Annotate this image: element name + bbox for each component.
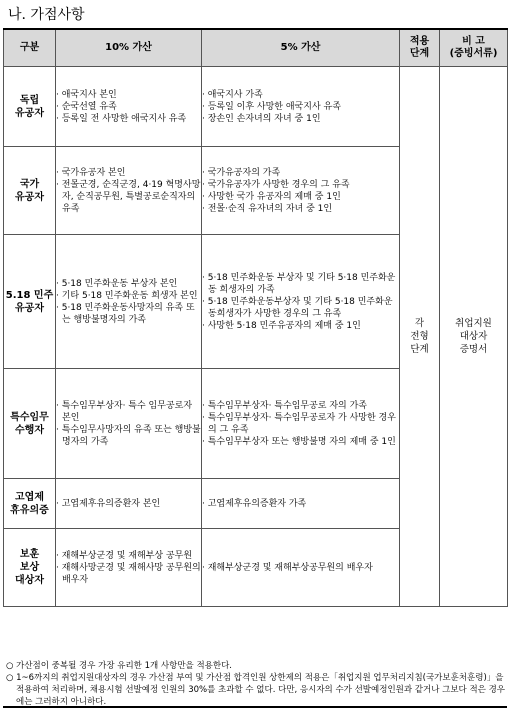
row-category: 국가 유공자 xyxy=(4,147,56,235)
list-item: · 특수임무부상자· 특수임무공로자 가 사망한 경우의 그 유족 xyxy=(202,412,396,435)
row-category: 고엽제 휴유의증 xyxy=(4,479,56,529)
header-ten-percent: 10% 가산 xyxy=(56,29,202,67)
bonus-points-table xyxy=(3,28,508,607)
list-item: · 5·18 민주화운동 부상자 및 기타 5·18 민주화운동 희생자의 가족 xyxy=(202,272,396,295)
footnote-item: ○ 1~6까지의 취업지원대상자의 경우 가산점 부여 및 가산점 합격인원 상한제의 적용은「취업지원 업무처리지침(국가보훈처훈령)」을 적용하여 처리하며, 채용시험 선발예정 인원의 30%를 초과할 수 없다. 다만, 응시자의 수가 선발예정인원과 같거나 그보다 적은 경우에는 그러하지 아니하다. xyxy=(6,673,505,707)
ten-percent-cell xyxy=(56,147,202,235)
list-item: · 장손인 손자녀의 자녀 중 1인 xyxy=(202,113,321,124)
ten-percent-cell xyxy=(56,479,202,529)
list-item: · 사망한 국가 유공자의 제매 중 1인 xyxy=(202,191,341,202)
list-item: · 애국지사 본인 xyxy=(56,89,117,100)
bottom-rule xyxy=(3,706,507,708)
list-item: · 국가유공자가 사망한 경우의 그 유족 xyxy=(202,179,350,190)
list-item: · 등록일 이후 사망한 애국지사 유족 xyxy=(202,101,341,112)
five-percent-cell xyxy=(202,67,400,147)
header-category: 구분 xyxy=(4,29,56,67)
five-percent-cell xyxy=(202,479,400,529)
list-item: · 특수임무부상자· 특수임무공로 자의 가족 xyxy=(202,400,367,411)
list-item: · 특수임무부상자· 특수 임무공로자 본인 xyxy=(56,400,193,423)
list-item: · 고엽제후유의증환자 가족 xyxy=(202,498,307,509)
five-percent-cell xyxy=(202,369,400,479)
section-title: 나. 가점사항 xyxy=(8,7,85,23)
list-item: · 5·18 민주화운동부상자 및 기타 5·18 민주화운동희생자가 사망한 경우의 그 유족 xyxy=(202,296,393,319)
list-item: · 기타 5·18 민주화운동 희생자 본인 xyxy=(56,290,198,301)
row-category: 5.18 민주 유공자 xyxy=(4,235,56,369)
list-item: · 국가유공자의 가족 xyxy=(202,167,281,178)
stage-cell: 각 전형 단계 xyxy=(400,67,440,607)
remarks-cell: 취업지원 대상자 증명서 xyxy=(440,67,508,607)
footnotes xyxy=(6,660,506,708)
list-item: · 전몰군경, 순직군경, 4·19 혁명사망자, 순직공무원, 특별공로순직자의 유족 xyxy=(56,179,201,214)
list-item: · 전몰·순직 유자녀의 자녀 중 1인 xyxy=(202,203,333,214)
ten-percent-cell xyxy=(56,235,202,369)
list-item: · 5·18 민주화운동 부상자 본인 xyxy=(56,278,178,289)
header-remarks: 비 고 (증빙서류) xyxy=(440,29,508,67)
table-row xyxy=(4,67,508,147)
header-five-percent: 5% 가산 xyxy=(202,29,400,67)
list-item: · 5·18 민주화운동사망자의 유족 또는 행방불명자의 가족 xyxy=(56,302,195,325)
row-category: 특수임무 수행자 xyxy=(4,369,56,479)
list-item: · 재해사망군경 및 재해사망 공무원의 배우자 xyxy=(56,562,201,585)
list-item: · 등록일 전 사망한 애국지사 유족 xyxy=(56,113,187,124)
row-category: 보훈 보상 대상자 xyxy=(4,529,56,607)
list-item: · 고엽제후유의증환자 본인 xyxy=(56,498,161,509)
ten-percent-cell xyxy=(56,67,202,147)
list-item: · 특수임무사망자의 유족 또는 행방불명자의 가족 xyxy=(56,424,201,447)
list-item: · 재해부상군경 및 재해부상공무원의 배우자 xyxy=(202,562,373,573)
ten-percent-cell xyxy=(56,529,202,607)
five-percent-cell xyxy=(202,235,400,369)
header-stage: 적용 단계 xyxy=(400,29,440,67)
header-row xyxy=(4,29,508,67)
list-item: · 순국선열 유족 xyxy=(56,101,117,112)
list-item: · 애국지사 가족 xyxy=(202,89,263,100)
five-percent-cell xyxy=(202,529,400,607)
row-category: 독립 유공자 xyxy=(4,67,56,147)
five-percent-cell xyxy=(202,147,400,235)
list-item: · 국가유공자 본인 xyxy=(56,167,126,178)
ten-percent-cell xyxy=(56,369,202,479)
list-item: · 재해부상군경 및 재해부상 공무원 xyxy=(56,550,193,561)
list-item: · 특수임무부상자 또는 행방불명 자의 제매 중 1인 xyxy=(202,436,396,447)
list-item: · 사망한 5·18 민주유공자의 제매 중 1인 xyxy=(202,320,361,331)
footnote-item: ○ 가산점이 중복될 경우 가장 유리한 1개 사항만을 적용한다. xyxy=(6,661,232,671)
